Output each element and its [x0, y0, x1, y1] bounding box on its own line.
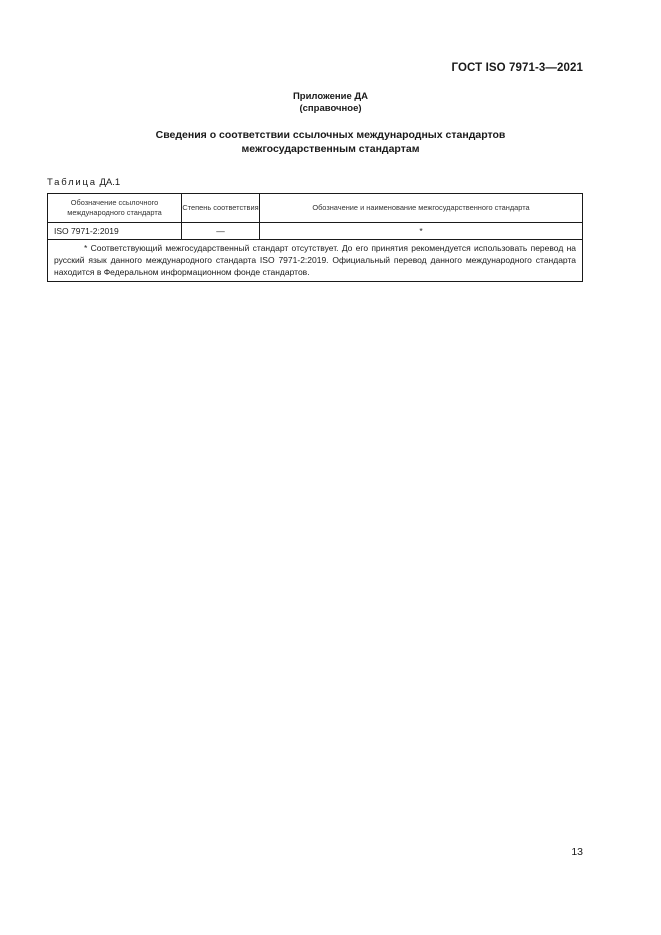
- table-footnote: * Соответствующий межгосударственный стандарт отсутствует. До его принятия рекомендуется использовать перевод на русский язык данного международного стандарта ISO 7971-2:2019. Официальный перевод данного международного стандарта находится в Федеральном информационном фонде стандартов.: [48, 240, 583, 282]
- table-caption: [47, 177, 120, 188]
- column-header-interstate-standard: Обозначение и наименование межгосударственного стандарта: [260, 194, 583, 223]
- table-caption-number: ДА.1: [99, 177, 121, 188]
- section-heading-line-2: межгосударственным стандартам: [241, 143, 420, 155]
- cell-degree-of-conformity: —: [182, 223, 260, 240]
- table-footnote-row: [48, 240, 583, 282]
- section-heading: [0, 128, 661, 156]
- cell-interstate-standard: *: [260, 223, 583, 240]
- column-header-degree-of-conformity: Степень соответствия: [182, 194, 260, 223]
- column-header-international-standard: Обозначение ссылочного международного стандарта: [48, 194, 182, 223]
- table-caption-label: Таблица: [47, 177, 97, 188]
- section-heading-line-1: Сведения о соответствии ссылочных международных стандартов: [155, 129, 506, 141]
- document-code: ГОСТ ISO 7971-3—2021: [451, 62, 583, 74]
- table-row: [48, 223, 583, 240]
- appendix-subtitle: (справочное): [299, 103, 362, 114]
- appendix-title: Приложение ДА: [292, 91, 369, 102]
- page-number: 13: [571, 846, 583, 858]
- table-header-row: [48, 194, 583, 223]
- standards-table: [47, 193, 583, 282]
- cell-international-standard: ISO 7971-2:2019: [48, 223, 182, 240]
